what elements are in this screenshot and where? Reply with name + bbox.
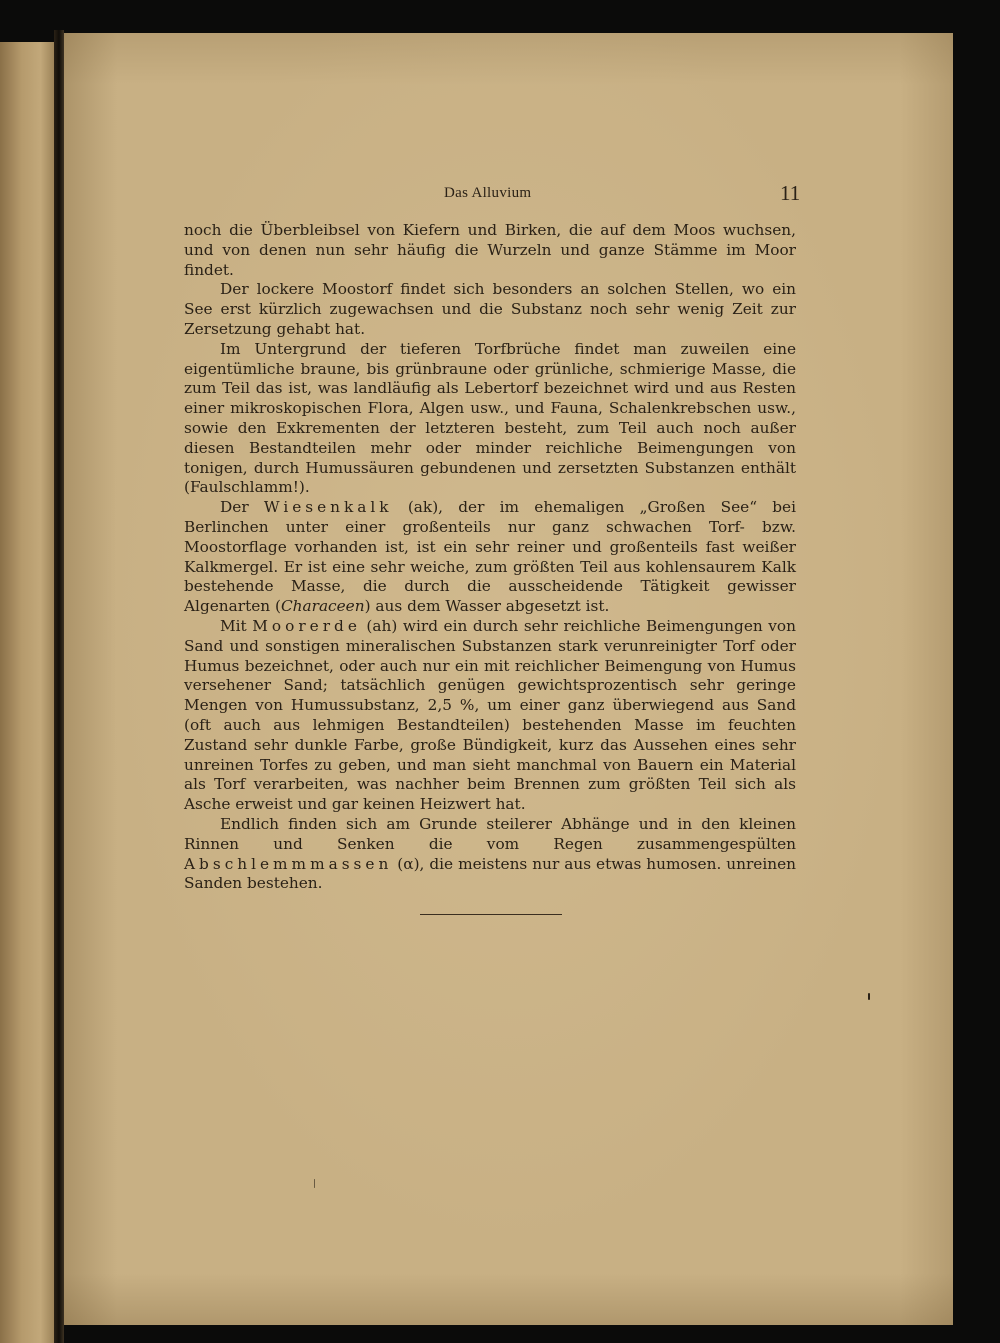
text-segment: ) aus dem Wasser abgesetzt ist. xyxy=(364,597,610,616)
term-characeen: Characeen xyxy=(280,597,365,616)
text-segment: Endlich finden sich am Grunde steilerer Abhänge und in den kleinen Rinnen und Senken die vom Regen zusammengespülten xyxy=(184,814,796,853)
left-page-edge xyxy=(0,42,54,1343)
running-title: Das Alluvium xyxy=(444,185,532,201)
end-rule xyxy=(420,914,562,915)
term-moorerde: Moorerde xyxy=(252,616,361,635)
text-segment: (ak), der im ehemaligen „Großen See“ bei Berlinchen unter einer großenteils nur ganz schwachen Torf- bzw. Moostorflage vorhanden ist, ist ein sehr reiner und großenteils fast weißer Kalkmergel. Er ist eine sehr weiche, zum größten Teil aus kohlensaurem Kalk bestehende Masse, die durch die ausscheidende Tätigkeit gewisser Algenarten ( xyxy=(184,498,796,616)
paragraph-6 xyxy=(184,815,796,894)
text-segment: (α), die meistens nur aus etwas humosen. unreinen Sanden bestehen. xyxy=(184,854,796,893)
text-segment: noch die Überbleibsel von Kiefern und Birken, die auf dem Moos wuchsen, und von denen nun sehr häufig die Wurzeln und ganze Stämme im Moor findet. xyxy=(184,221,796,279)
term-wiesenkalk: Wiesenkalk xyxy=(263,498,393,517)
book-page xyxy=(64,33,953,1325)
book-gutter xyxy=(54,30,64,1343)
paragraph-3 xyxy=(184,340,796,498)
paper-speck xyxy=(314,1179,315,1188)
text-segment: Mit xyxy=(220,616,253,635)
paper-speck xyxy=(868,993,870,1000)
term-abschlemmmassen: Abschlemmmassen xyxy=(184,854,393,873)
paragraph-5 xyxy=(184,617,796,815)
text-segment: Der lockere Moostorf findet sich besonders an solchen Stellen, wo ein See erst kürzlich zugewachsen und die Substanz noch sehr wenig Zeit zur Zersetzung gehabt hat. xyxy=(184,280,796,338)
body-text xyxy=(184,221,796,894)
paragraph-2 xyxy=(184,280,796,339)
text-segment: Im Untergrund der tieferen Torfbrüche findet man zuweilen eine eigentümliche braune, bis grünbraune oder grünliche, schmierige Masse, die zum Teil das ist, was landläufig als Lebertorf bezeichnet wird und aus Resten einer mikroskopischen Flora, Algen usw., und Fauna, Schalenkrebschen usw., sowie den Exkrementen der letzteren besteht, zum Teil auch noch außer diesen Bestandteilen mehr oder minder reichliche Beimengungen von tonigen, durch Humussäuren gebundenen und zersetzten Substanzen enthält (Faulschlamm!). xyxy=(184,339,796,497)
paragraph-4 xyxy=(184,498,796,617)
page-header xyxy=(64,183,953,207)
page-number: 11 xyxy=(780,181,801,205)
paragraph-1 xyxy=(184,221,796,280)
text-segment: (ah) wird ein durch sehr reichliche Beimengungen von Sand und sonstigen mineralischen Substanzen stark verunreinigter Torf oder Humus bezeichnet, oder auch nur ein mit reichlicher Beimengung von Humus versehener Sand; tatsächlich genügen gewichtsprozentisch sehr geringe Mengen von Humussubstanz, 2,5 %, um einer ganz überwiegend aus Sand (oft auch aus lehmigen Bestandteilen) bestehenden Masse im feuchten Zustand sehr dunkle Farbe, große Bündigkeit, kurz das Aussehen eines sehr unreinen Torfes zu geben, und man sieht manchmal von Bauern ein Material als Torf verarbeiten, was nachher beim Brennen zum größten Teil sich als Asche erweist und gar keinen Heizwert hat. xyxy=(184,616,796,814)
text-segment: Der xyxy=(220,498,264,517)
